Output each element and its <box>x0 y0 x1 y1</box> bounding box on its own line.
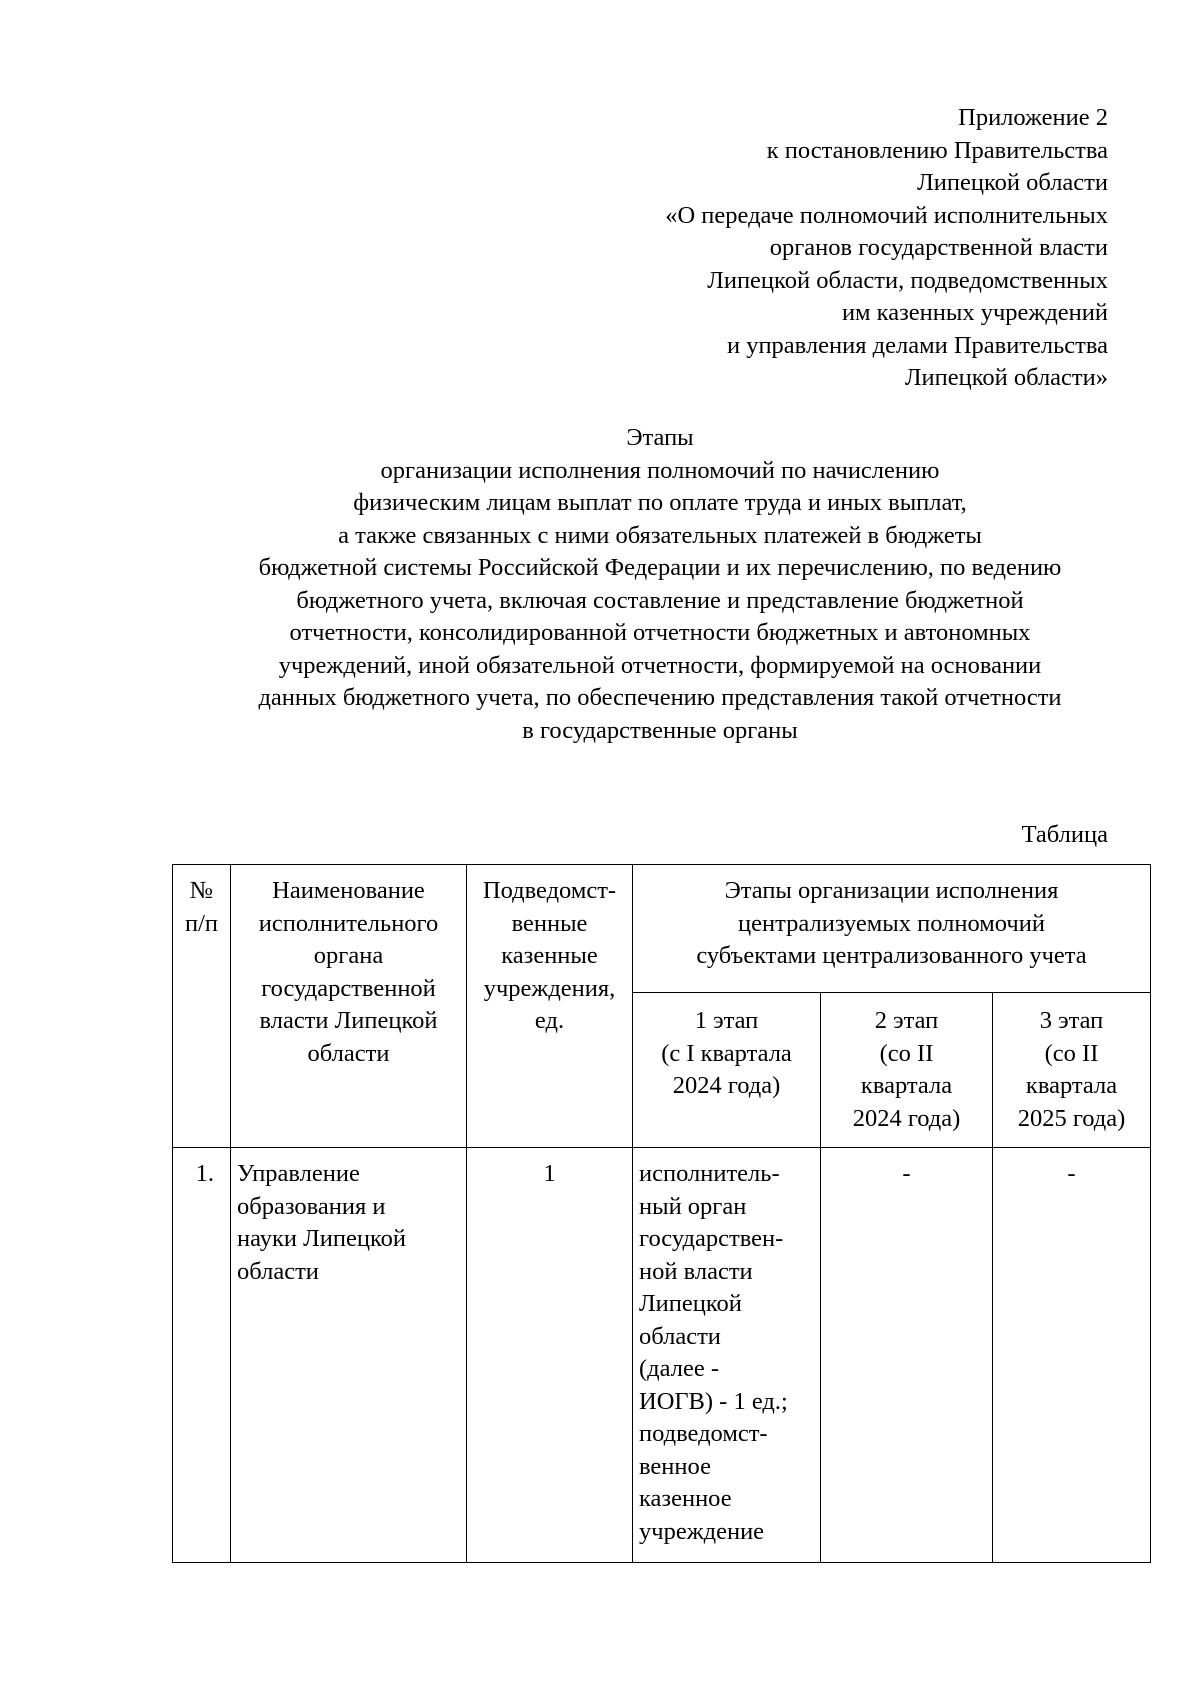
header-subordinate: Подведомст- венные казенные учреждения, ед. <box>467 865 633 1148</box>
header-stage-1: 1 этап (с I квартала 2024 года) <box>633 993 821 1148</box>
row-count: 1 <box>467 1148 633 1563</box>
header-stages-group: Этапы организации исполнения централизуемых полномочий субъектами централизованного учета <box>633 865 1151 993</box>
heading-line: организации исполнения полномочий по начислению <box>380 456 940 484</box>
appendix-line: «О передаче полномочий исполнительных <box>665 201 1108 229</box>
table-header-row <box>173 865 1151 993</box>
row-name: Управление образования и науки Липецкой области <box>231 1148 467 1563</box>
header-num: № п/п <box>173 865 231 1148</box>
heading-line: данных бюджетного учета, по обеспечению представления такой отчетности <box>258 684 1062 711</box>
heading-line: учреждений, иной обязательной отчетности, формируемой на основании <box>278 651 1042 679</box>
header-stage-3: 3 этап (со II квартала 2025 года) <box>993 993 1151 1148</box>
heading-line: бюджетного учета, включая составление и представление бюджетной <box>296 586 1024 614</box>
heading-line: бюджетной системы Российской Федерации и их перечислению, по ведению <box>258 554 1062 581</box>
table-row <box>173 1148 1151 1563</box>
appendix-line: Липецкой области <box>917 169 1108 196</box>
appendix-line: органов государственной власти <box>769 234 1108 261</box>
table-caption: Таблица <box>1021 821 1108 848</box>
heading-line: в государственные органы <box>522 716 798 744</box>
appendix-line: Приложение 2 <box>958 104 1108 131</box>
stages-table <box>172 864 1151 1563</box>
heading-line: отчетности, консолидированной отчетности бюджетных и автономных <box>289 619 1031 646</box>
appendix-line: Липецкой области, подведомственных <box>707 266 1108 294</box>
appendix-reference <box>665 102 1108 395</box>
header-stage-2: 2 этап (со II квартала 2024 года) <box>821 993 993 1148</box>
appendix-line: и управления делами Правительства <box>726 331 1108 359</box>
row-stage-2: - <box>821 1148 993 1563</box>
heading-title: Этапы <box>626 424 694 451</box>
row-stage-1: исполнитель- ный орган государствен- ной власти Липецкой области (далее - ИОГВ) - 1 ед.; подведомст- венное казенное учреждение <box>633 1148 821 1563</box>
row-stage-3: - <box>993 1148 1151 1563</box>
appendix-line: Липецкой области» <box>904 364 1108 391</box>
header-name: Наименование исполнительного органа государственной власти Липецкой области <box>231 865 467 1148</box>
heading-line: а также связанных с ними обязательных платежей в бюджеты <box>338 521 982 549</box>
document-heading <box>120 422 1200 747</box>
appendix-line: им казенных учреждений <box>841 299 1108 326</box>
heading-line: физическим лицам выплат по оплате труда и иных выплат, <box>353 489 967 516</box>
appendix-line: к постановлению Правительства <box>766 136 1108 164</box>
row-num: 1. <box>173 1148 231 1563</box>
